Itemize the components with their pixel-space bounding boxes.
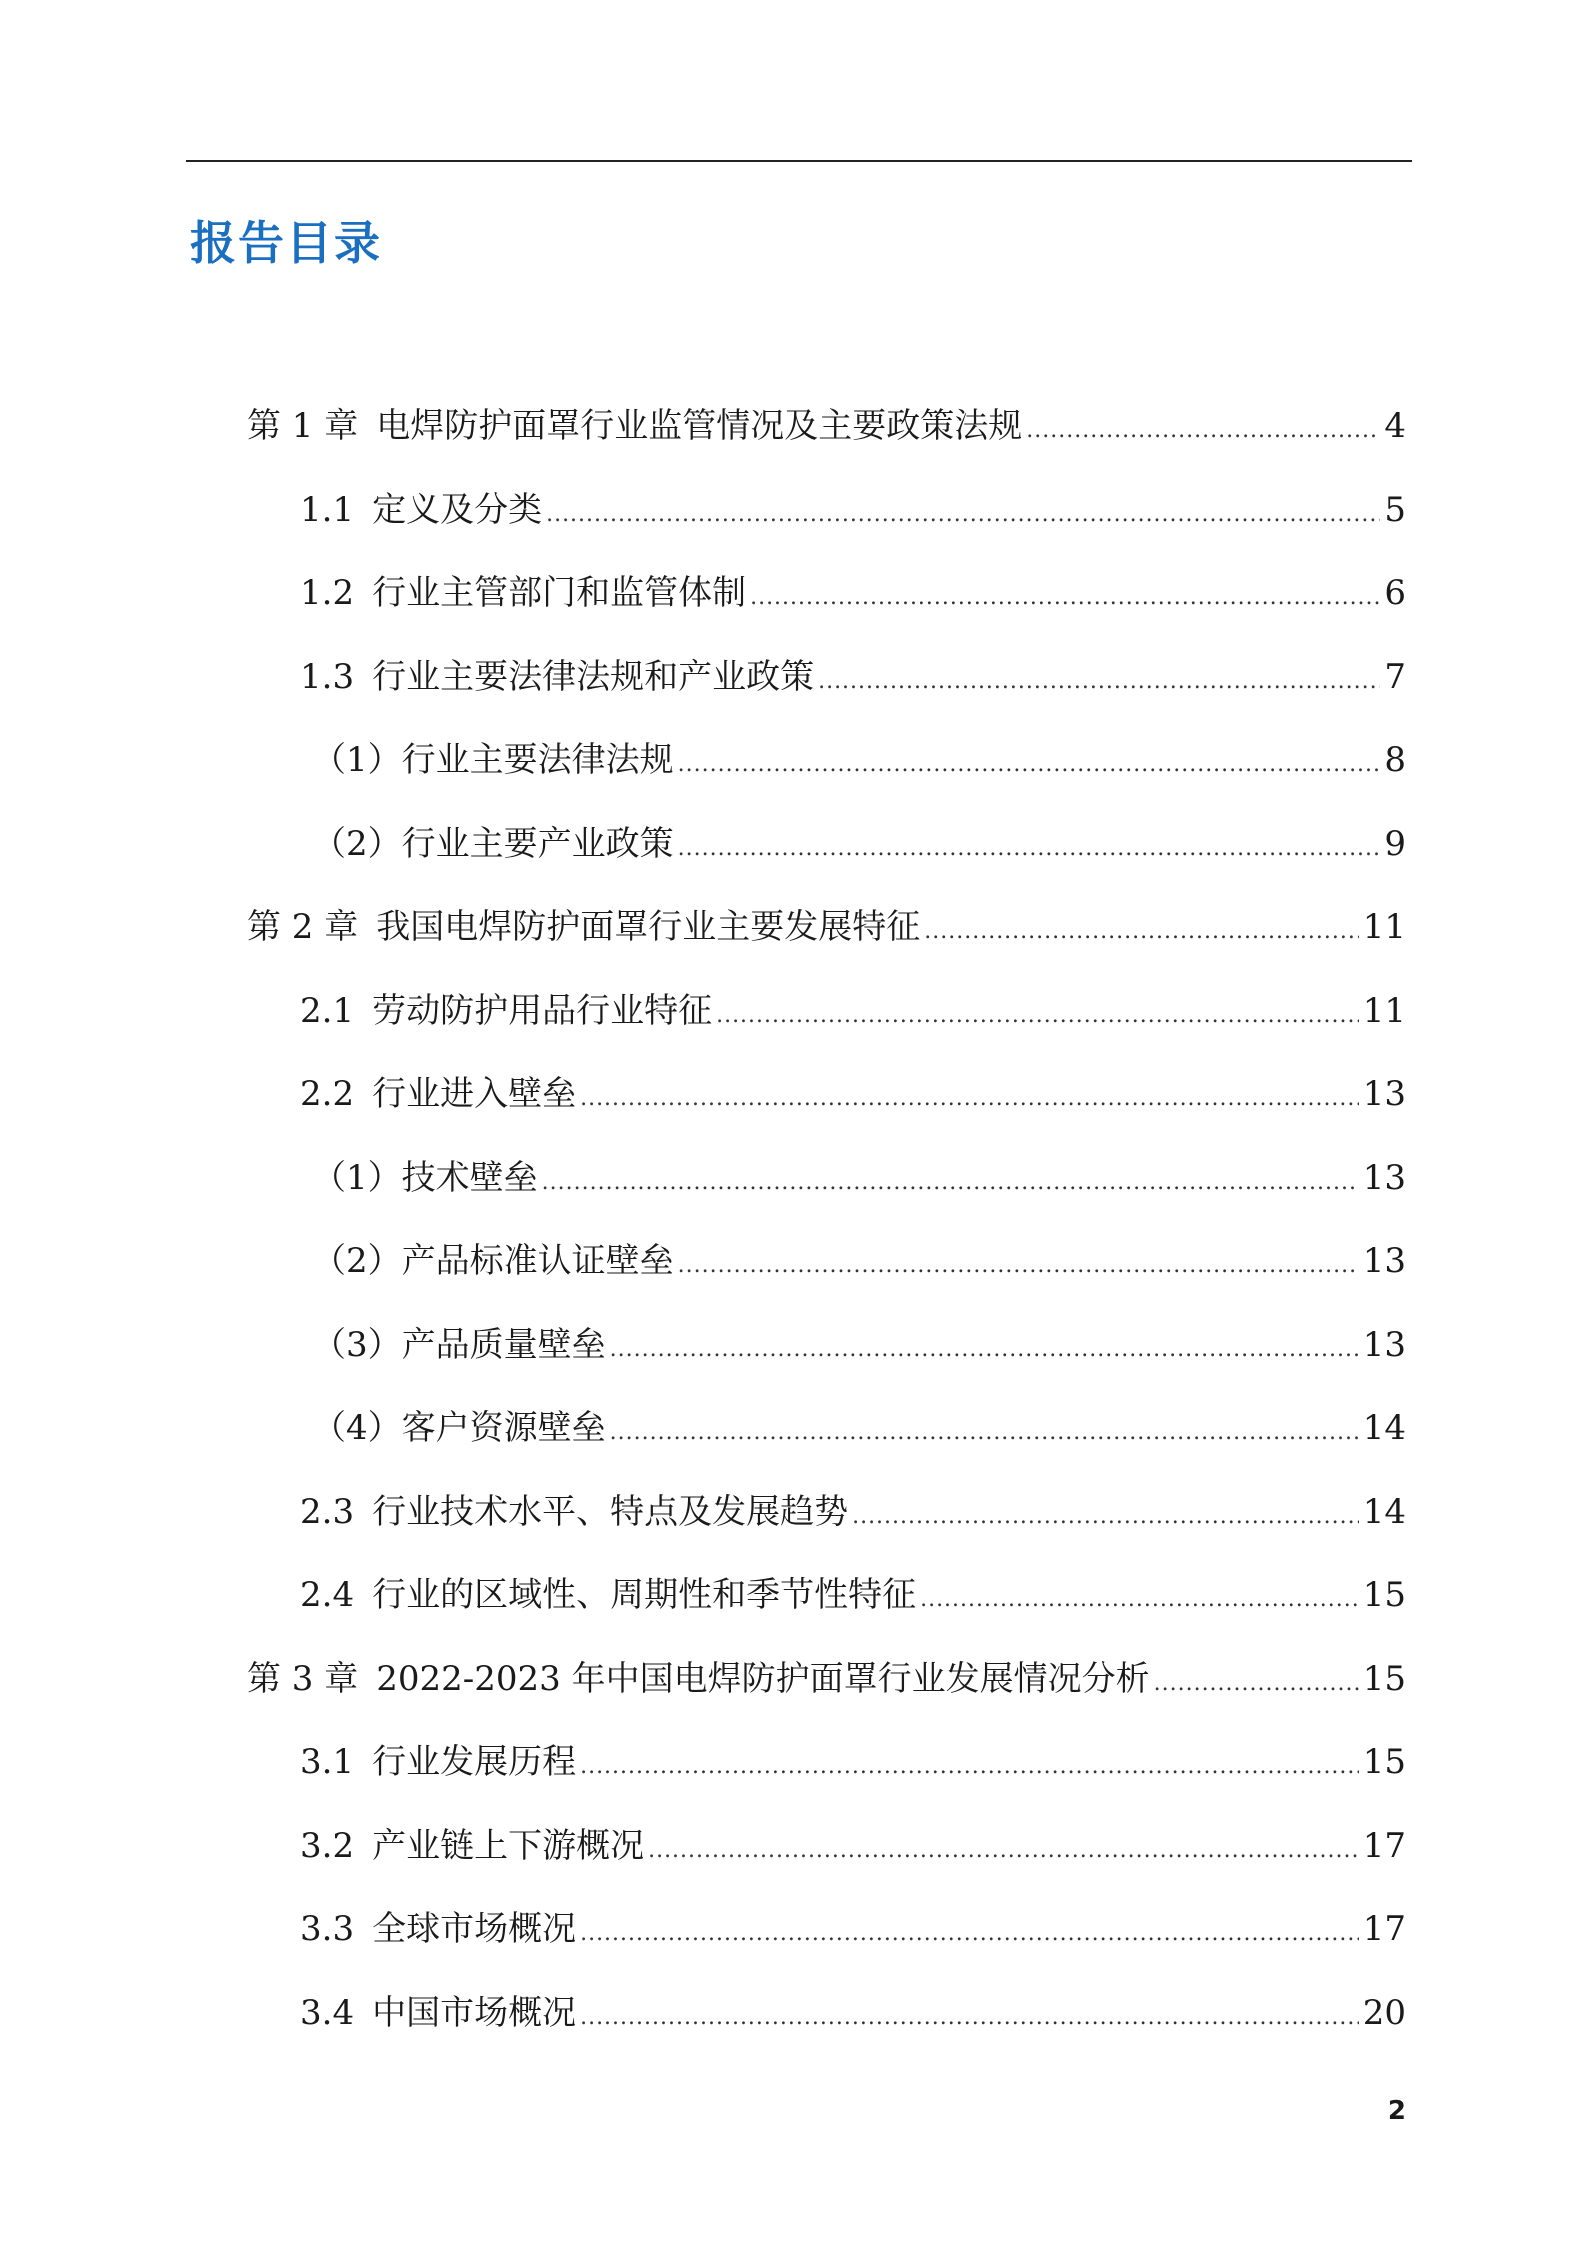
toc-entry[interactable] xyxy=(312,1315,1406,1375)
toc-entry-number: （2） xyxy=(312,1241,402,1281)
toc-dot-leader xyxy=(678,1236,1359,1296)
toc-entry[interactable] xyxy=(300,1064,1406,1124)
toc-dot-leader xyxy=(750,568,1380,628)
toc-dot-leader xyxy=(920,1570,1359,1630)
toc-dot-leader xyxy=(580,1904,1359,1964)
toc-entry-page: 14 xyxy=(1362,1491,1406,1532)
toc-entry-title: 全球市场概况 xyxy=(372,1909,577,1949)
toc-entry[interactable] xyxy=(300,1983,1406,2043)
toc-entry-title: 行业主要法律法规 xyxy=(401,740,674,780)
toc-entry-title: 行业主要产业政策 xyxy=(401,823,674,864)
toc-entry-page: 20 xyxy=(1362,1992,1406,2033)
toc-dot-leader xyxy=(648,1821,1359,1881)
toc-entry-number: （2） xyxy=(312,823,402,864)
toc-entry-title: 中国市场概况 xyxy=(372,1992,577,2033)
toc-entry-number: 3.1 xyxy=(300,1742,355,1782)
toc-entry[interactable] xyxy=(312,1148,1406,1208)
toc-dot-leader xyxy=(1154,1654,1359,1714)
toc-entry[interactable] xyxy=(300,1732,1406,1792)
toc-entry-title: 定义及分类 xyxy=(372,489,543,530)
toc-entry[interactable] xyxy=(300,563,1406,623)
toc-entry-page: 6 xyxy=(1384,573,1406,613)
toc-entry-number: 第 2 章 xyxy=(247,907,359,947)
toc-entry-page: 13 xyxy=(1362,1157,1406,1198)
toc-dot-leader xyxy=(580,1069,1359,1129)
toc-entry[interactable] xyxy=(312,1231,1406,1291)
toc-entry-number: 3.3 xyxy=(300,1909,355,1949)
toc-entry[interactable] xyxy=(300,1816,1406,1876)
toc-entry-title: 技术壁垒 xyxy=(401,1157,538,1198)
toc-entry-number: 1.1 xyxy=(300,489,355,530)
toc-entry-title: 行业技术水平、特点及发展趋势 xyxy=(372,1491,849,1532)
toc-entry-title: 电焊防护面罩行业监管情况及主要政策法规 xyxy=(376,406,1023,446)
toc-entry-page: 8 xyxy=(1384,740,1406,780)
toc-entry-page: 15 xyxy=(1362,1742,1406,1782)
toc-dot-leader xyxy=(580,1988,1359,2048)
toc-entry-title: 行业主要法律法规和产业政策 xyxy=(372,656,815,697)
toc-entry-number: 2.4 xyxy=(300,1575,355,1615)
toc-entry-page: 17 xyxy=(1362,1825,1406,1866)
toc-entry[interactable] xyxy=(300,1565,1406,1625)
toc-entry-page: 15 xyxy=(1362,1575,1406,1615)
toc-dot-leader xyxy=(818,652,1380,712)
toc-dot-leader xyxy=(716,986,1359,1046)
toc-entry-page: 4 xyxy=(1384,406,1406,446)
toc-entry-title: 行业进入壁垒 xyxy=(372,1074,577,1114)
toc-entry-title: 劳动防护用品行业特征 xyxy=(372,990,713,1031)
toc-dot-leader xyxy=(610,1403,1359,1463)
toc-entry[interactable] xyxy=(300,480,1406,540)
toc-entry-title: 我国电焊防护面罩行业主要发展特征 xyxy=(376,907,921,947)
toc-entry[interactable] xyxy=(247,396,1406,456)
toc-entry-title: 客户资源壁垒 xyxy=(401,1408,606,1448)
toc-dot-leader xyxy=(610,1320,1359,1380)
toc-entry-title: 产品质量壁垒 xyxy=(401,1324,606,1365)
toc-entry-page: 17 xyxy=(1362,1909,1406,1949)
toc-entry[interactable] xyxy=(312,814,1406,874)
toc-entry-page: 13 xyxy=(1362,1241,1406,1281)
toc-dot-leader xyxy=(580,1737,1359,1797)
toc-entry-number: 2.1 xyxy=(300,990,355,1031)
toc-entry[interactable] xyxy=(300,981,1406,1041)
toc-entry[interactable] xyxy=(300,1482,1406,1542)
toc-entry[interactable] xyxy=(247,897,1406,957)
toc-entry[interactable] xyxy=(247,1649,1406,1709)
toc-entry-page: 14 xyxy=(1362,1408,1406,1448)
toc-entry-title: 行业主管部门和监管体制 xyxy=(372,573,747,613)
toc-entry-number: （3） xyxy=(312,1324,402,1365)
toc-entry[interactable] xyxy=(312,1398,1406,1458)
toc-dot-leader xyxy=(1026,401,1380,461)
toc-entry[interactable] xyxy=(300,1899,1406,1959)
page-number: 2 xyxy=(1387,2096,1406,2126)
toc-dot-leader xyxy=(924,902,1358,962)
toc-entry-page: 11 xyxy=(1362,990,1406,1031)
toc-entry-number: 2.2 xyxy=(300,1074,355,1114)
toc-entry-number: 3.4 xyxy=(300,1992,355,2033)
toc-entry-page: 11 xyxy=(1362,907,1406,947)
toc-entry-page: 15 xyxy=(1362,1658,1406,1699)
toc-entry-title: 2022-2023 年中国电焊防护面罩行业发展情况分析 xyxy=(376,1658,1150,1699)
toc-entry-number: （1） xyxy=(312,1157,402,1198)
toc-entry-title: 产品标准认证壁垒 xyxy=(401,1241,674,1281)
toc-entry[interactable] xyxy=(312,730,1406,790)
toc-entry-title: 产业链上下游概况 xyxy=(372,1825,645,1866)
toc-dot-leader xyxy=(852,1487,1359,1547)
toc-entry-number: 第 1 章 xyxy=(247,406,359,446)
toc-dot-leader xyxy=(678,819,1381,879)
toc-entry-page: 5 xyxy=(1384,489,1406,530)
page-title: 报告目录 xyxy=(190,216,382,270)
toc-entry-page: 13 xyxy=(1362,1324,1406,1365)
toc-entry[interactable] xyxy=(300,647,1406,707)
toc-entry-page: 7 xyxy=(1384,656,1406,697)
toc-entry-number: 1.3 xyxy=(300,656,355,697)
toc-dot-leader xyxy=(678,735,1381,795)
toc-dot-leader xyxy=(542,1153,1359,1213)
toc-entry-page: 13 xyxy=(1362,1074,1406,1114)
toc-entry-title: 行业的区域性、周期性和季节性特征 xyxy=(372,1575,917,1615)
header-rule xyxy=(186,160,1412,162)
toc-entry-number: （1） xyxy=(312,740,402,780)
toc-dot-leader xyxy=(546,485,1380,545)
toc-entry-number: 2.3 xyxy=(300,1491,355,1532)
toc-entry-number: 第 3 章 xyxy=(247,1658,359,1699)
toc-entry-number: 1.2 xyxy=(300,573,355,613)
toc-entry-page: 9 xyxy=(1384,823,1406,864)
toc-entry-title: 行业发展历程 xyxy=(372,1742,577,1782)
toc-entry-number: 3.2 xyxy=(300,1825,355,1866)
toc-entry-number: （4） xyxy=(312,1408,402,1448)
